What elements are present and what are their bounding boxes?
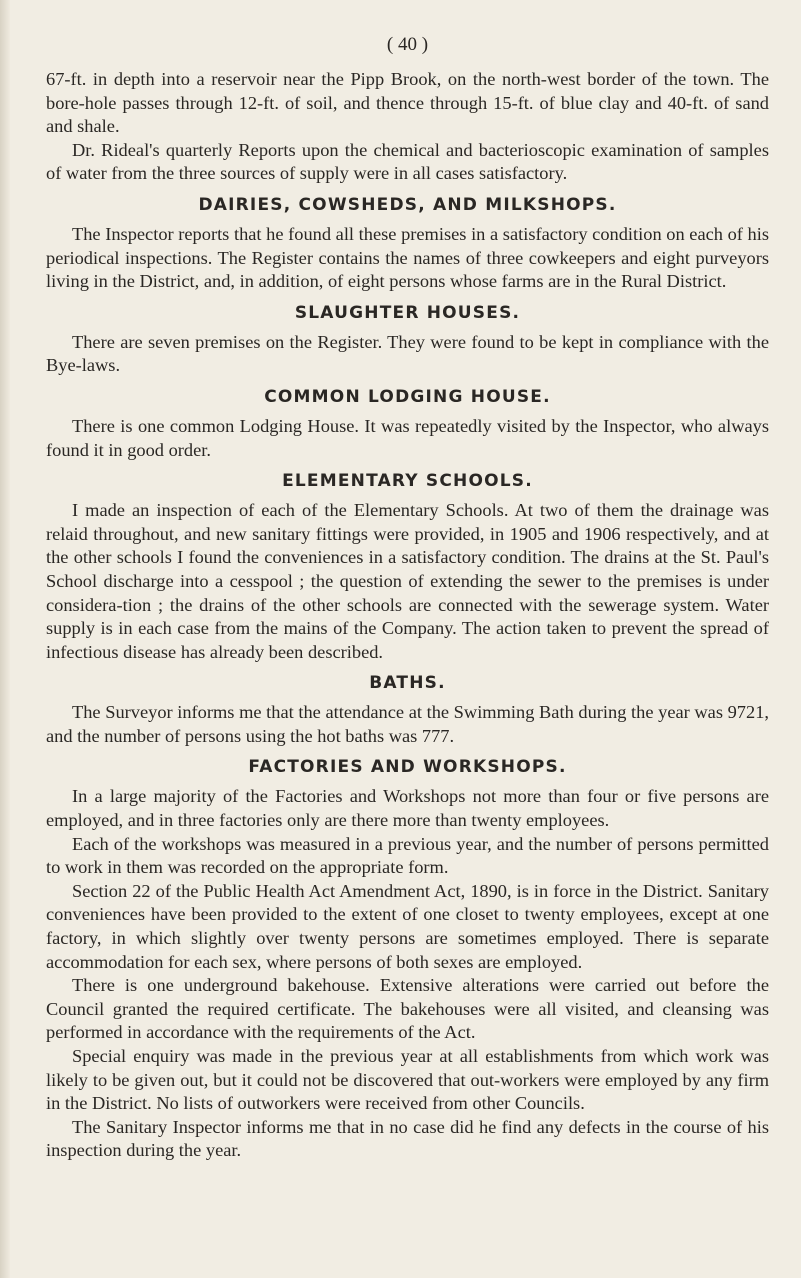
heading-lodging-house: COMMON LODGING HOUSE. [264, 386, 551, 407]
lodging-paragraph-1: There is one common Lodging House. It was repeatedly visited by the Inspector, who always found it in good order. [46, 415, 769, 460]
heading-elementary-schools: ELEMENTARY SCHOOLS. [282, 471, 533, 492]
heading-factories: FACTORIES AND WORKSHOPS. [248, 757, 567, 778]
factories-paragraph-6: The Sanitary Inspector informs me that in no case did he find any defects in the course of his inspection during the year. [46, 1116, 769, 1161]
heading-slaughter-houses: SLAUGHTER HOUSES. [294, 302, 521, 323]
page-number: ( 40 ) [386, 34, 429, 55]
intro-paragraph-2: Dr. Rideal's quarterly Reports upon the chemical and bacterioscopic examination of samples of water from the three sources of supply were in all cases satisfactory. [46, 139, 769, 184]
dairies-paragraph-1: The Inspector reports that he found all these premises in a satisfactory condition on each of his periodical inspections. The Register contains the names of three cowkeepers and eight purveyors living in the District, and, in addition, of eight persons whose farms are in the Rural District. [46, 223, 769, 292]
heading-baths: BATHS. [369, 673, 446, 694]
baths-paragraph-1: The Surveyor informs me that the attendance at the Swimming Bath during the year was 9721, and the number of persons using the hot baths was 777. [46, 702, 769, 746]
factories-paragraph-5: Special enquiry was made in the previous year at all establishments from which work was likely to be given out, but it could not be discovered that out-workers were employed by any firm in the District. No lists of outworkers were received from other Councils. [46, 1046, 769, 1114]
factories-paragraph-1: In a large majority of the Factories and Workshops not more than four or five persons are employed, and in three factories only are there more than twenty employees. [46, 786, 769, 831]
intro-paragraph-1: 67-ft. in depth into a reservoir near the Pipp Brook, on the north-west border of the town. The bore-hole passes through 12-ft. of soil, and thence through 15-ft. of blue clay and 40-ft. of sand and shale. [46, 69, 769, 137]
heading-dairies: DAIRIES, COWSHEDS, AND MILKSHOPS. [198, 194, 617, 215]
factories-paragraph-3: Section 22 of the Public Health Act Amendment Act, 1890, is in force in the District. Sanitary conveniences have been provided to the extent of one closet to twenty employees, except at one factory, in which slightly over twenty persons are sometimes employed. There is separate accommodation for each sex, where persons of both sexes are employed. [46, 880, 769, 972]
factories-paragraph-2: Each of the workshops was measured in a previous year, and the number of persons permitted to work in them was recorded on the appropriate form. [46, 833, 769, 878]
schools-paragraph-1: I made an inspection of each of the Elementary Schools. At two of them the drainage was relaid throughout, and new sanitary fittings were provided, in 1905 and 1906 respectively, and at the other schools I found the conveniences in a satisfactory condition. The drains at the St. Paul's School discharge into a cesspool ; the question of extending the sewer to the premises is under considera-tion ; the drains of the other schools are connected with the sewerage system. Water supply is in each case from the mains of the Company. The action taken to prevent the spread of infectious disease has already been described. [46, 500, 769, 662]
slaughter-paragraph-1: There are seven premises on the Register. They were found to be kept in compliance with the Bye-laws. [46, 331, 769, 376]
factories-paragraph-4: There is one underground bakehouse. Extensive alterations were carried out before the Council granted the required certificate. The bakehouses were all visited, and cleansing was performed in accordance with the requirements of the Act. [46, 975, 769, 1043]
